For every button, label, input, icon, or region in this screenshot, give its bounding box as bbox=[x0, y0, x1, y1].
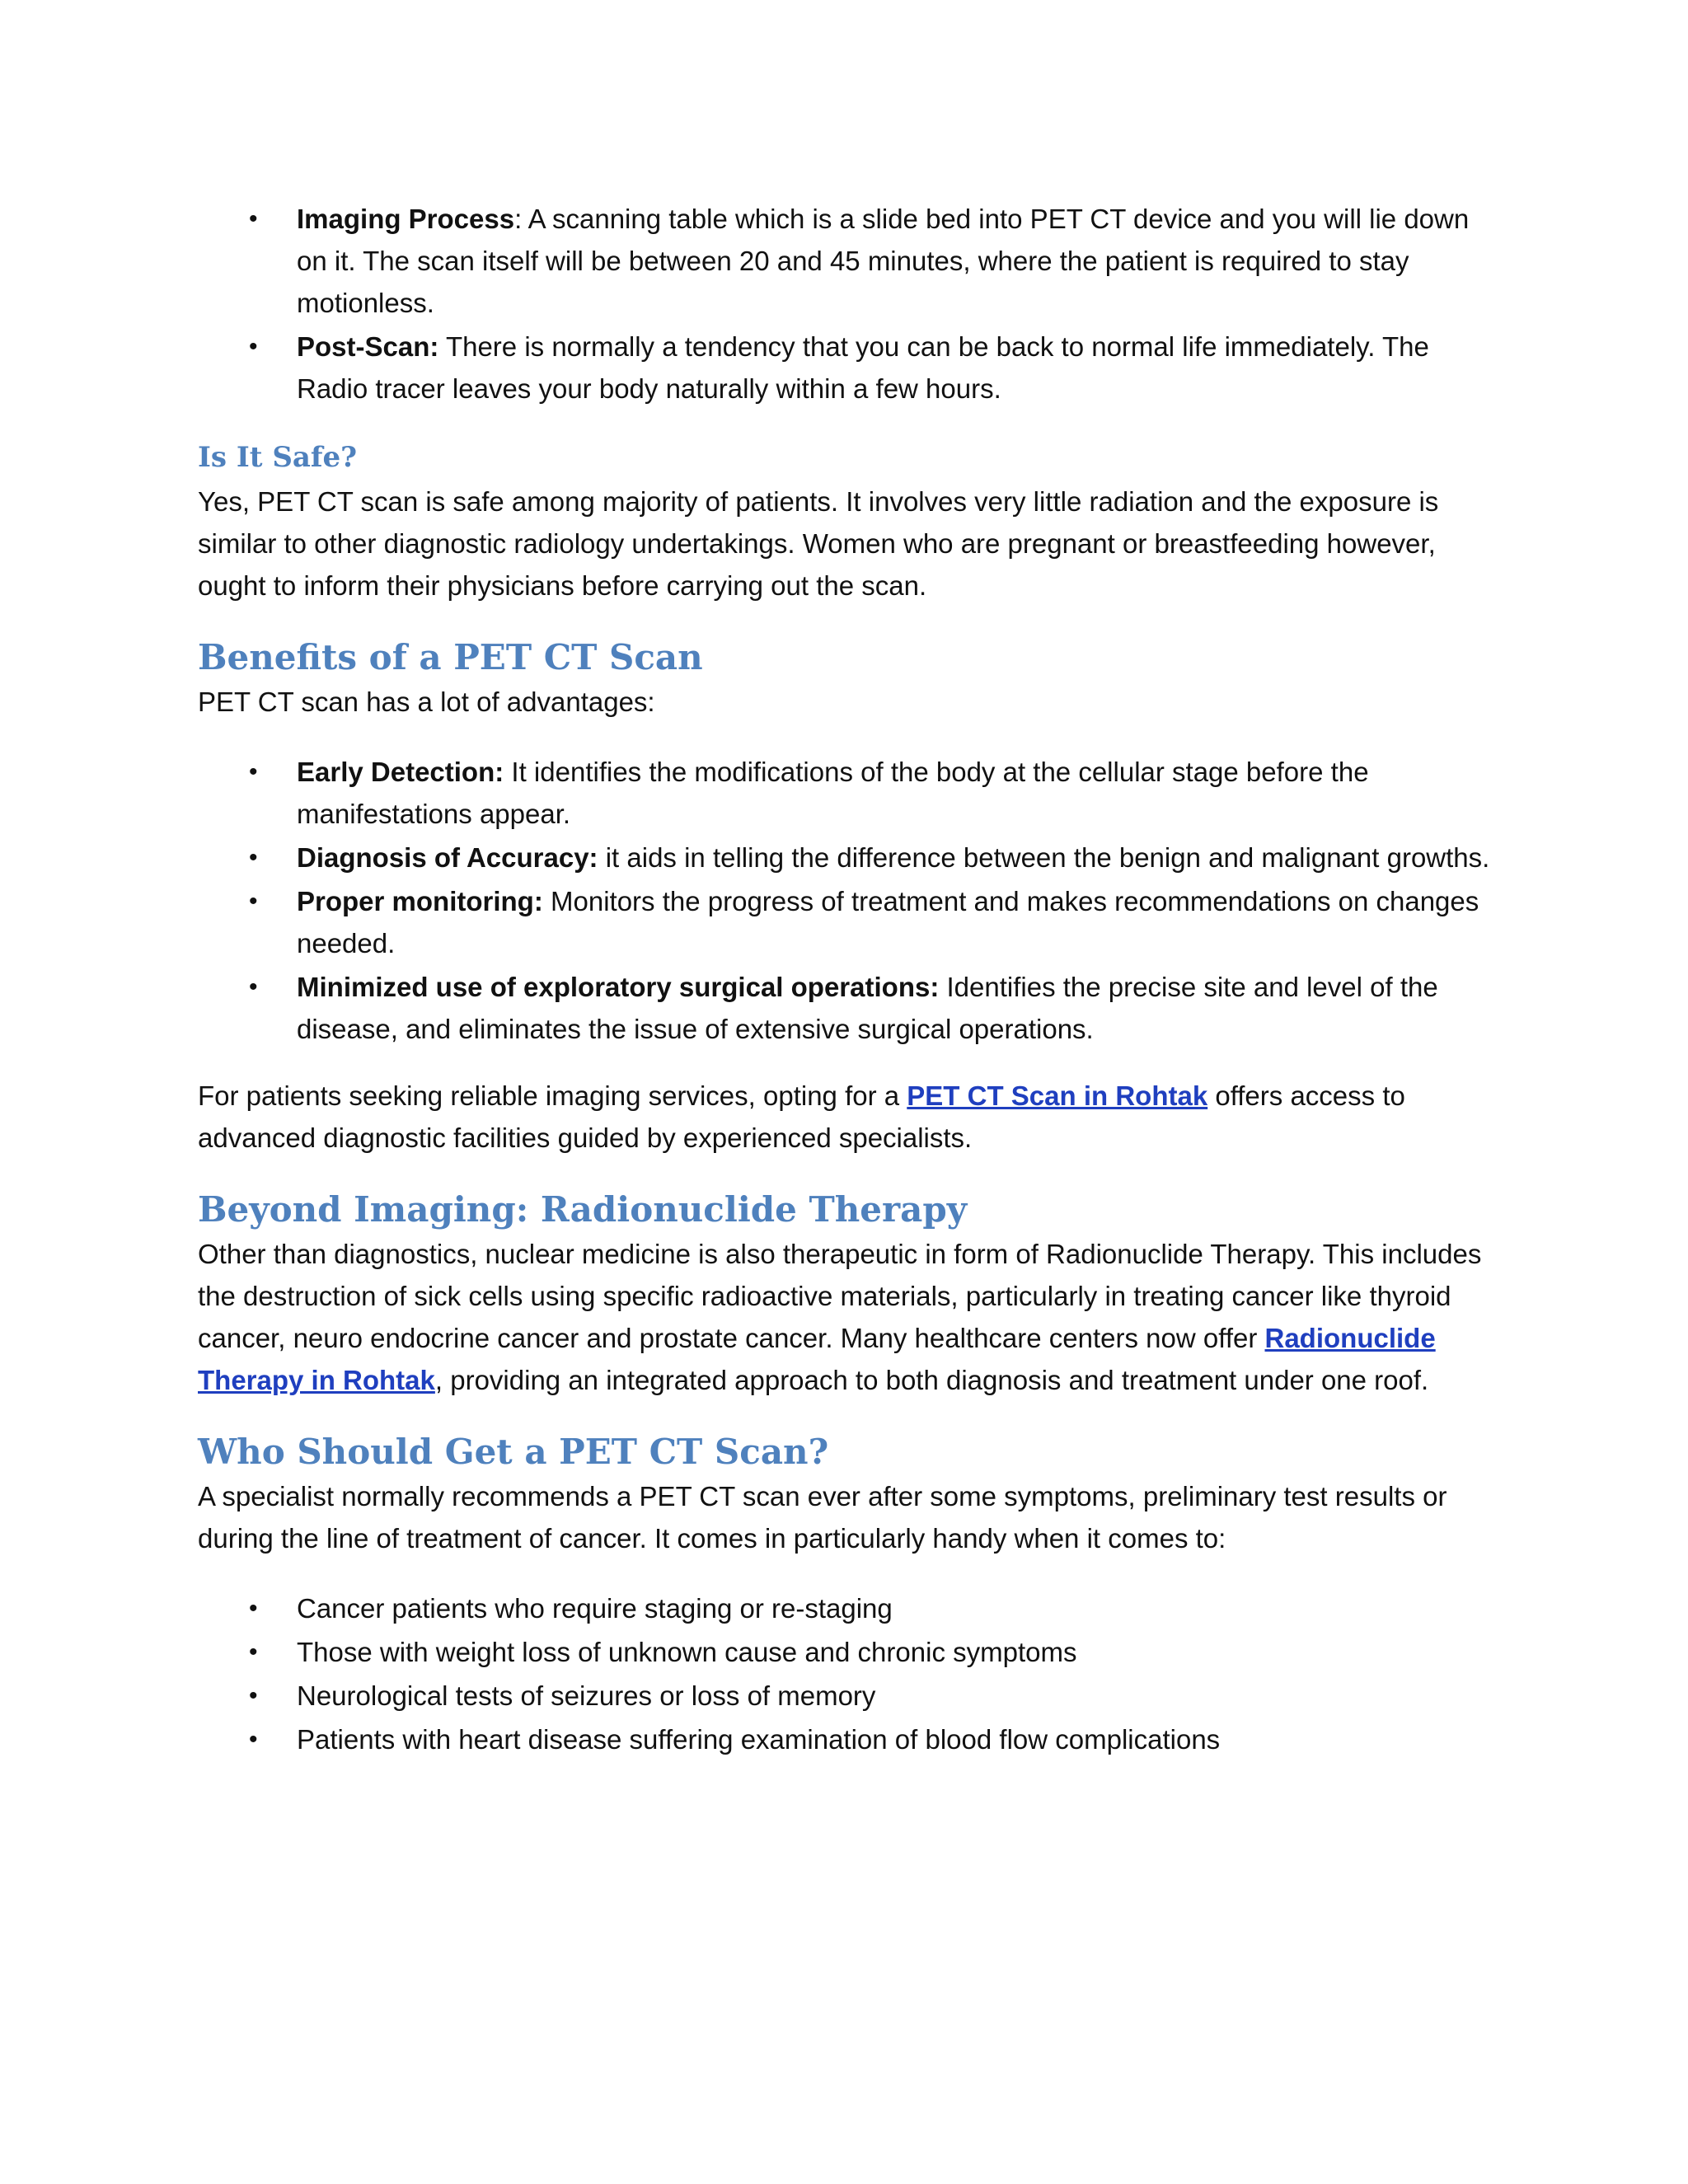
list-item-text: Identifies the precise site and level of the disease, and eliminates the issue of extensive surgical operations. bbox=[297, 972, 1438, 1044]
list-item bbox=[198, 1675, 1492, 1717]
list-item-text: it aids in telling the difference between the benign and malignant growths. bbox=[598, 842, 1490, 873]
benefits-intro: PET CT scan has a lot of advantages: bbox=[198, 687, 655, 717]
list-item-term: Diagnosis of Accuracy: bbox=[297, 842, 598, 873]
list-item-term: Post-Scan: bbox=[297, 331, 439, 362]
safety-paragraph: Yes, PET CT scan is safe among majority of patients. It involves very little radiation and the exposure is similar to other diagnostic radiology undertakings. Women who are pregnant or breastfeeding however, ought to inform their physicians before carrying out the scan. bbox=[198, 486, 1439, 601]
list-item-text: Patients with heart disease suffering examination of blood flow complications bbox=[297, 1724, 1221, 1755]
rohtak-scan-paragraph bbox=[198, 1075, 1492, 1159]
list-item bbox=[198, 326, 1492, 410]
bullet-icon: • bbox=[249, 758, 258, 785]
bullet-icon: • bbox=[249, 1682, 258, 1709]
list-item-text: It identifies the modifications of the body at the cellular stage before the manifestations appear. bbox=[297, 757, 1369, 829]
list-item-term: Imaging Process bbox=[297, 204, 515, 234]
list-item bbox=[198, 966, 1492, 1050]
list-item-text: Cancer patients who require staging or re-staging bbox=[297, 1593, 893, 1624]
paragraph-text: Other than diagnostics, nuclear medicine is also therapeutic in form of Radionuclide Therapy. This includes the destruction of sick cells using specific radioactive materials, particularly in treating cancer like thyroid cancer, neuro endocrine cancer and prostate cancer. Many healthcare centers now offer bbox=[198, 1239, 1482, 1353]
radionuclide-therapy-rohtak-link[interactable]: Radionuclide Therapy in Rohtak bbox=[198, 1323, 1436, 1395]
list-item-term: Early Detection: bbox=[297, 757, 504, 787]
paragraph-text: , providing an integrated approach to both diagnosis and treatment under one roof. bbox=[434, 1365, 1429, 1395]
list-item-text: Neurological tests of seizures or loss of memory bbox=[297, 1680, 876, 1711]
list-item bbox=[198, 1587, 1492, 1629]
benefits-heading: Benefits of a PET CT Scan bbox=[198, 637, 703, 677]
paragraph-text: For patients seeking reliable imaging services, opting for a bbox=[198, 1080, 907, 1111]
bullet-icon: • bbox=[249, 1726, 258, 1753]
list-item-separator: : bbox=[514, 204, 523, 234]
list-item bbox=[198, 198, 1492, 324]
bullet-icon: • bbox=[249, 844, 258, 871]
list-item bbox=[198, 1631, 1492, 1673]
scan-steps-list bbox=[198, 198, 1492, 410]
list-item-text: There is normally a tendency that you can be back to normal life immediately. The Radio tracer leaves your body naturally within a few hours. bbox=[297, 331, 1429, 404]
therapy-paragraph bbox=[198, 1233, 1492, 1401]
list-item bbox=[198, 837, 1492, 879]
list-item-text: A scanning table which is a slide bed into PET CT device and you will lie down on it. The scan itself will be between 20 and 45 minutes, where the patient is required to stay motionless. bbox=[297, 204, 1470, 318]
paragraph-text: offers access to advanced diagnostic facilities guided by experienced specialists. bbox=[198, 1080, 1405, 1153]
bullet-icon: • bbox=[249, 205, 258, 232]
bullet-icon: • bbox=[249, 333, 258, 360]
bullet-icon: • bbox=[249, 973, 258, 1001]
bullet-icon: • bbox=[249, 1595, 258, 1622]
bullet-icon: • bbox=[249, 888, 258, 915]
pet-ct-scan-rohtak-link[interactable]: PET CT Scan in Rohtak bbox=[907, 1080, 1208, 1111]
list-item-term: Proper monitoring: bbox=[297, 886, 543, 916]
list-item-text: Monitors the progress of treatment and makes recommendations on changes needed. bbox=[297, 886, 1479, 958]
benefits-list bbox=[198, 751, 1492, 1050]
who-list bbox=[198, 1587, 1492, 1760]
list-item bbox=[198, 880, 1492, 964]
list-item bbox=[198, 751, 1492, 835]
bullet-icon: • bbox=[249, 1638, 258, 1666]
list-item-text: Those with weight loss of unknown cause and chronic symptoms bbox=[297, 1637, 1077, 1667]
who-intro: A specialist normally recommends a PET CT scan ever after some symptoms, preliminary test results or during the line of treatment of cancer. It comes in particularly handy when it comes to: bbox=[198, 1481, 1447, 1554]
safety-heading: Is It Safe? bbox=[198, 441, 358, 474]
list-item-term: Minimized use of exploratory surgical operations: bbox=[297, 972, 940, 1002]
therapy-heading: Beyond Imaging: Radionuclide Therapy bbox=[198, 1189, 968, 1230]
document-page bbox=[198, 198, 1492, 1762]
list-item bbox=[198, 1718, 1492, 1760]
who-heading: Who Should Get a PET CT Scan? bbox=[198, 1432, 829, 1472]
